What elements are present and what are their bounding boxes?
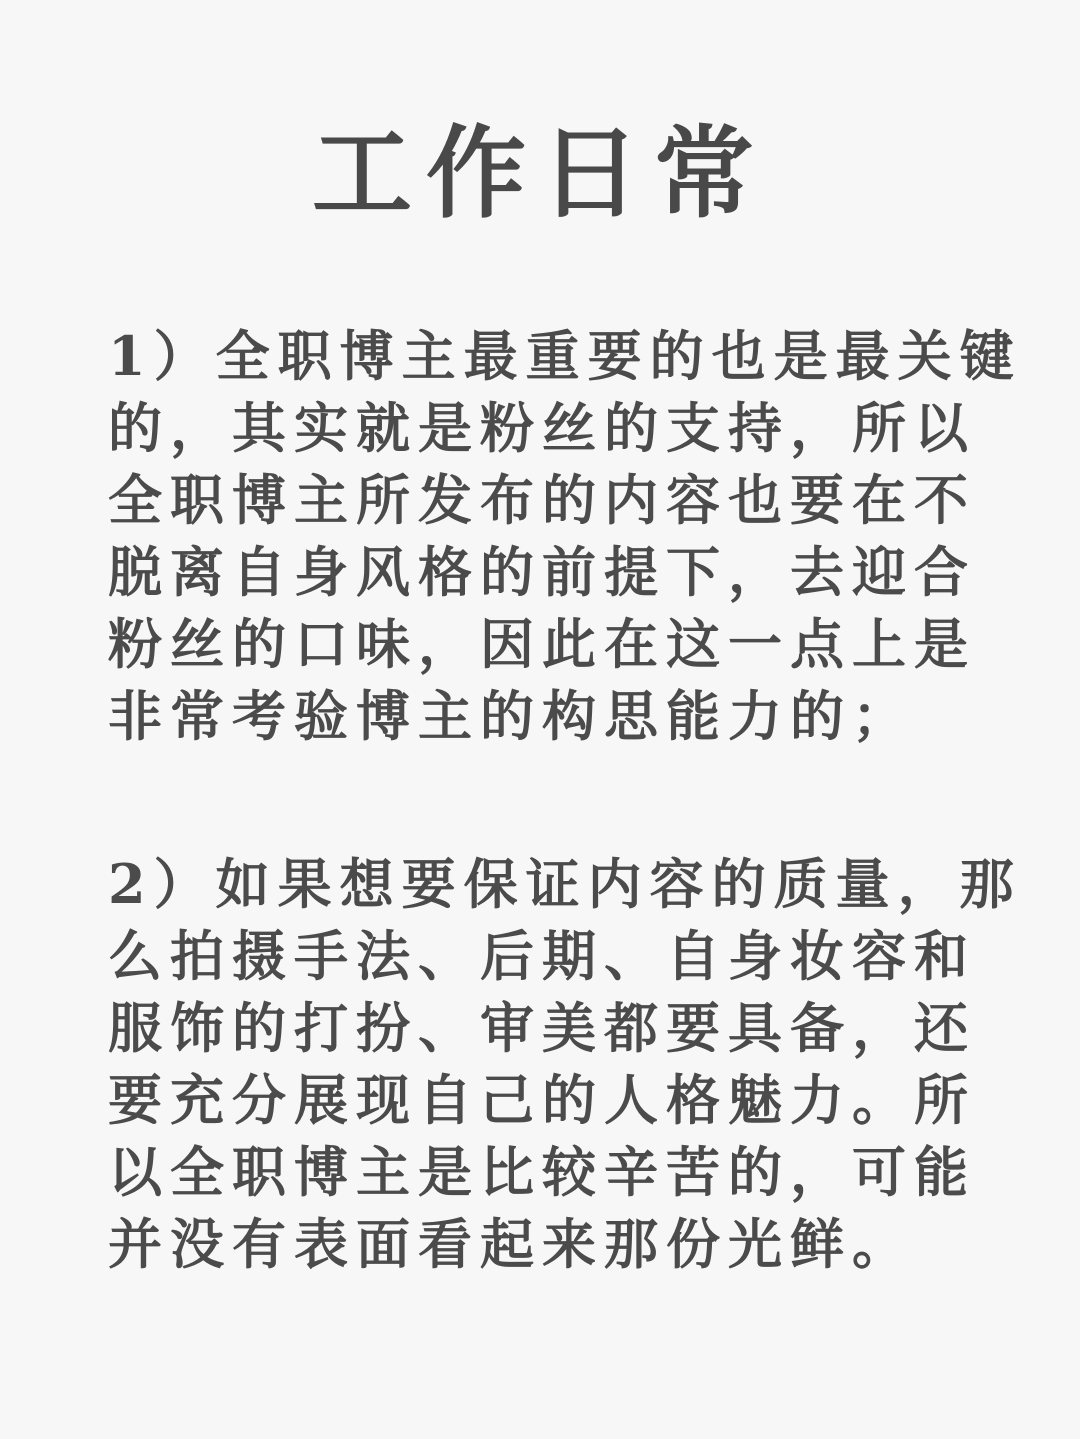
paragraph-line: 2）如果想要保证内容的质量，那 — [108, 852, 1022, 916]
paragraph-line: 么拍摄手法、后期、自身妆容和 — [108, 924, 976, 988]
paragraph-2 — [108, 848, 1022, 1280]
paragraph-line: 脱离自身风格的前提下，去迎合 — [108, 540, 976, 604]
paragraph-line: 粉丝的口味，因此在这一点上是 — [108, 612, 976, 676]
paragraph-line: 非常考验博主的构思能力的； — [108, 684, 914, 748]
paragraph-line: 以全职博主是比较辛苦的，可能 — [108, 1140, 976, 1204]
paragraph-line: 1）全职博主最重要的也是最关键 — [108, 324, 1022, 388]
paragraph-line: 服饰的打扮、审美都要具备，还 — [108, 996, 976, 1060]
page-title: 工作日常 — [312, 114, 768, 232]
paragraph-line: 全职博主所发布的内容也要在不 — [108, 468, 976, 532]
paragraph-line: 并没有表面看起来那份光鲜。 — [108, 1212, 914, 1276]
paragraph-1 — [108, 320, 1022, 752]
paragraph-line: 的，其实就是粉丝的支持，所以 — [108, 396, 976, 460]
paragraph-line: 要充分展现自己的人格魅力。所 — [108, 1068, 976, 1132]
